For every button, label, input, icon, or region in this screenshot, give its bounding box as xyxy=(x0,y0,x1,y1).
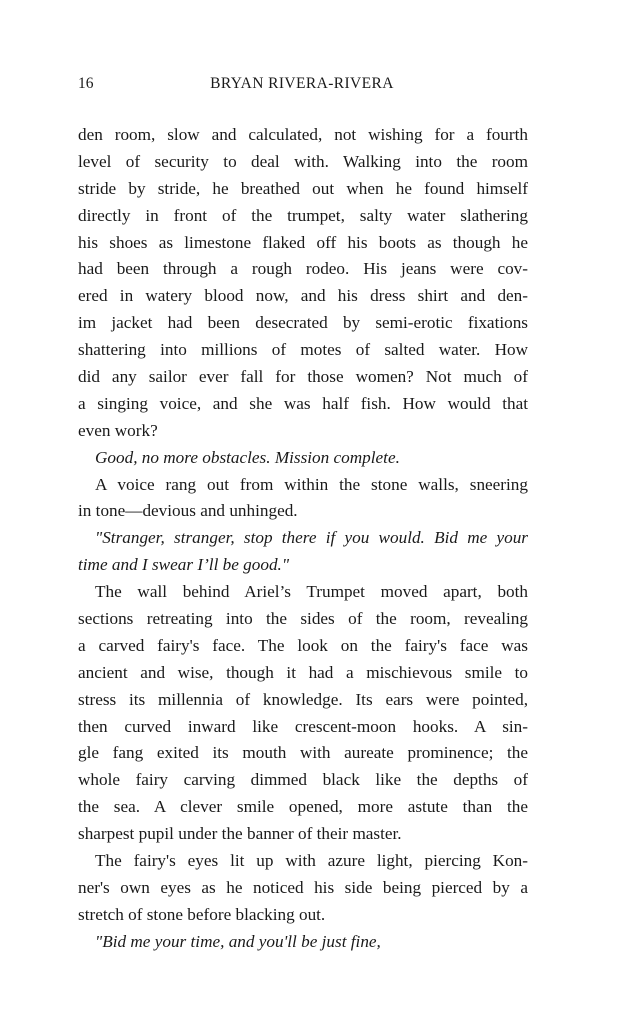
text-line: directly in front of the trumpet, salty water slathering xyxy=(78,205,528,225)
italic-dialogue-line: time and I swear I’ll be good." xyxy=(78,555,290,575)
page-number: 16 xyxy=(78,75,94,92)
text-line: ered in watery blood now, and his dress shirt and den- xyxy=(78,286,528,306)
body-text xyxy=(78,122,528,956)
text-line: im jacket had been desecrated by semi-erotic fixations xyxy=(78,313,528,333)
text-line: A voice rang out from within the stone walls, sneering xyxy=(95,474,528,494)
text-line: a singing voice, and she was half fish. How would that xyxy=(78,393,528,413)
text-line: The wall behind Ariel’s Trumpet moved apart, both xyxy=(95,582,528,602)
text-line: The fairy's eyes lit up with azure light, piercing Kon- xyxy=(95,851,528,871)
running-head-author: BRYAN RIVERA-RIVERA xyxy=(210,75,394,92)
text-line: then curved inward like crescent-moon hooks. A sin- xyxy=(78,716,528,736)
text-line: ner's own eyes as he noticed his side being pierced by a xyxy=(78,877,528,897)
text-line: whole fairy carving dimmed black like the depths of xyxy=(78,770,528,790)
text-line: level of security to deal with. Walking into the room xyxy=(78,151,528,171)
text-line: the sea. A clever smile opened, more astute than the xyxy=(78,797,528,817)
text-line: had been through a rough rodeo. His jeans were cov- xyxy=(78,259,528,279)
text-line: sections retreating into the sides of the room, revealing xyxy=(78,609,528,629)
text-line: a carved fairy's face. The look on the fairy's face was xyxy=(78,635,528,655)
italic-dialogue-line: "Bid me your time, and you'll be just fine, xyxy=(95,931,381,951)
text-line: ancient and wise, though it had a mischievous smile to xyxy=(78,662,528,682)
text-line: shattering into millions of motes of salted water. How xyxy=(78,340,528,360)
running-head xyxy=(78,73,526,95)
italic-thought-line: Good, no more obstacles. Mission complete. xyxy=(95,447,400,467)
text-line: stretch of stone before blacking out. xyxy=(78,904,326,924)
text-line: stress its millennia of knowledge. Its ears were pointed, xyxy=(78,689,528,709)
text-line: even work? xyxy=(78,420,158,440)
text-line: sharpest pupil under the banner of their master. xyxy=(78,824,402,844)
text-line: in tone—devious and unhinged. xyxy=(78,501,298,521)
text-line: his shoes as limestone flaked off his boots as though he xyxy=(78,232,528,252)
italic-dialogue-line: "Stranger, stranger, stop there if you would. Bid me your xyxy=(95,528,528,548)
text-line: did any sailor ever fall for those women? Not much of xyxy=(78,367,528,387)
text-line: stride by stride, he breathed out when he found himself xyxy=(78,178,528,198)
text-line: den room, slow and calculated, not wishing for a fourth xyxy=(78,125,528,144)
text-line: gle fang exited its mouth with aureate prominence; the xyxy=(78,743,528,763)
